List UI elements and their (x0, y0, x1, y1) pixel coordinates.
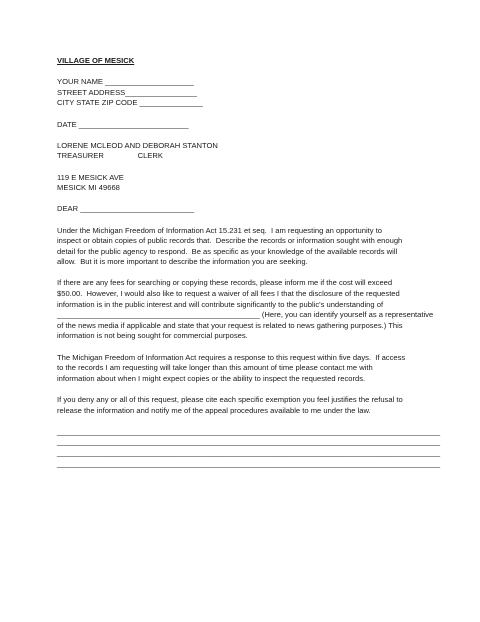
foia-letter (57, 56, 440, 469)
blank-line: ______________________________________________________________________________________________ (57, 447, 440, 457)
paragraph-line: allow. But it is more important to describe the information you are seeking. (57, 257, 308, 267)
paragraph-line: of the news media if applicable and state that your request is related to news gathering purposes.) This (57, 320, 403, 330)
document-title: VILLAGE OF MESICK (57, 56, 135, 65)
recipient-address (57, 173, 427, 194)
paragraph-line: The Michigan Freedom of Information Act requires a response to this request within five days. If access (57, 352, 406, 362)
paragraph-line: information is not being sought for commercial purposes. (57, 331, 248, 341)
paragraph-line: release the information and notify me of the appeal procedures available to me under the law. (57, 405, 371, 415)
paragraph-response-time (57, 353, 427, 385)
paragraph-request (57, 226, 427, 268)
sender-city-field: CITY STATE ZIP CODE _______________ (57, 98, 203, 108)
paragraph-denial (57, 395, 427, 416)
sender-block (57, 77, 427, 109)
paragraph-line: information about when I might expect copies or the ability to inspect the requested records. (57, 373, 366, 383)
paragraph-line: If you deny any or all of this request, please cite each specific exemption you feel justifies the refusal to (57, 395, 403, 404)
blank-line: ______________________________________________________________________________________________ (57, 437, 440, 447)
paragraph-line: information is in the public interest and will contribute significantly to the public's understanding of (57, 299, 384, 309)
sender-street-field: STREET ADDRESS_________________ (57, 87, 198, 97)
sender-name-field: YOUR NAME _____________________ (57, 77, 194, 87)
paragraph-fees (57, 278, 434, 342)
signature-lines (57, 426, 440, 469)
paragraph-line: Under the Michigan Freedom of Information Act 15.231 et seq. I am requesting an opportunity to (57, 225, 383, 235)
paragraph-line: inspect or obtain copies of public records that. Describe the records or information sought with enough (57, 236, 403, 246)
paragraph-line: ________________________________________________ (Here, you can identify yourself as a representative (57, 310, 434, 320)
recipient-roles: TREASURER CLERK (57, 151, 163, 161)
recipient-names: LORENE MCLEOD AND DEBORAH STANTON (57, 140, 218, 150)
blank-line: ______________________________________________________________________________________________ (57, 426, 440, 436)
paragraph-line: $50.00. However, I would also like to request a waiver of all fees I that the disclosure of the requested (57, 289, 400, 299)
blank-line: ______________________________________________________________________________________________ (57, 458, 440, 468)
date-field: DATE __________________________ (57, 119, 189, 129)
salutation: DEAR ___________________________ (57, 204, 195, 214)
paragraph-line: detail for the public agency to respond. Be as specific as your knowledge of the available records will (57, 246, 398, 256)
address-city: MESICK MI 49668 (57, 183, 120, 193)
paragraph-line: to the records I am requesting will take longer than this amount of time please contact me with (57, 363, 373, 373)
recipient-block (57, 141, 427, 162)
paragraph-line: If there are any fees for searching or copying these records, please inform me if the cost will exceed (57, 278, 393, 288)
address-street: 119 E MESICK AVE (57, 172, 124, 182)
